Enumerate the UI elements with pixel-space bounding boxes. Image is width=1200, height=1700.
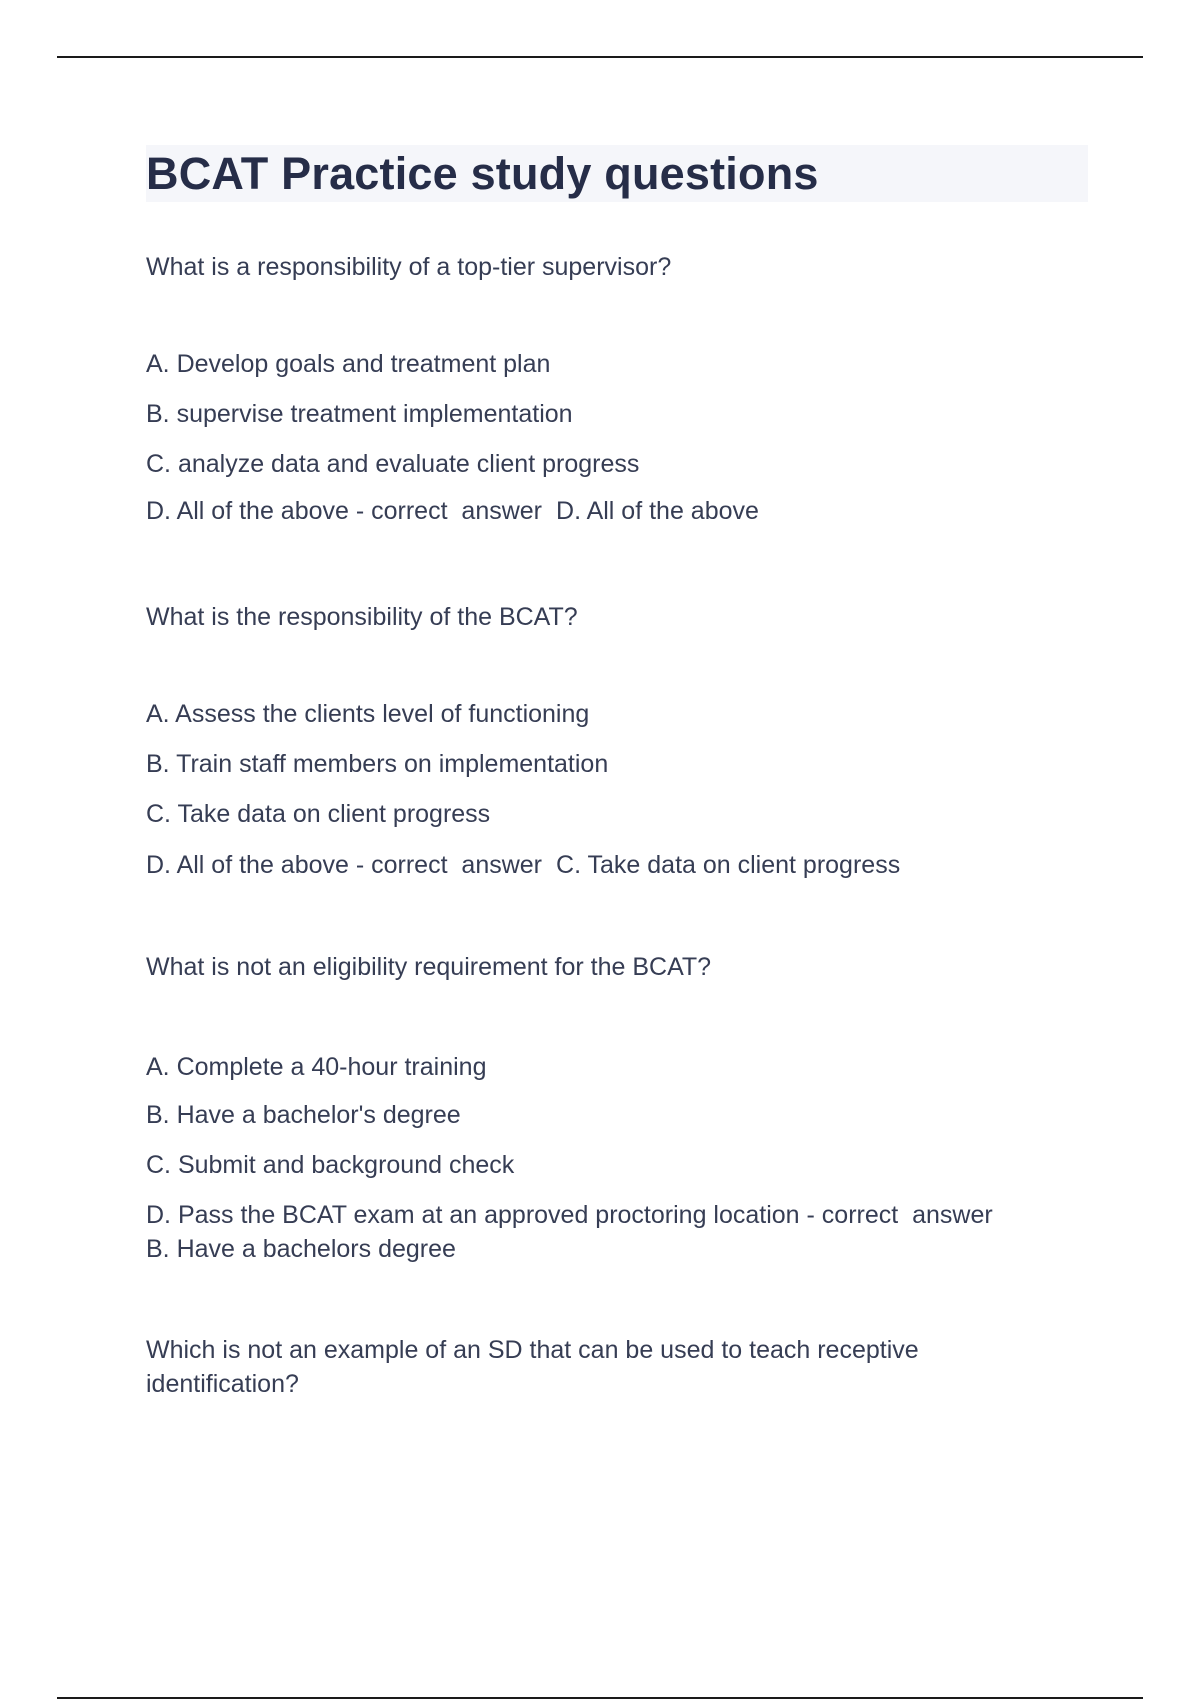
option-a: A. Complete a 40-hour training (146, 1053, 487, 1081)
question-text: What is a responsibility of a top-tier supervisor? (146, 253, 672, 281)
option-b: B. supervise treatment implementation (146, 400, 573, 428)
question-block (146, 950, 1088, 1266)
correct-answer: D. All of the above (556, 497, 759, 525)
question-block (146, 250, 1088, 528)
option-b: B. Train staff members on implementation (146, 750, 609, 778)
option-a: A. Assess the clients level of functioning (146, 700, 590, 728)
option-b: B. Have a bachelor's degree (146, 1101, 461, 1129)
question-text: Which is not an example of an SD that can be used to teach receptive identification? (146, 1336, 919, 1398)
option-d-with-answer (146, 494, 1088, 528)
bottom-rule (57, 1697, 1143, 1699)
correct-answer: C. Take data on client progress (556, 851, 901, 879)
option-list (146, 347, 1088, 528)
option-c: C. Submit and background check (146, 1151, 515, 1179)
option-d-with-answer (146, 1198, 1088, 1266)
option-list (146, 697, 1088, 882)
question-text: What is not an eligibility requirement for the BCAT? (146, 953, 712, 981)
top-rule (57, 56, 1143, 58)
option-d: D. Pass the BCAT exam at an approved proctoring location - correct answer (146, 1201, 993, 1229)
question-block (146, 600, 1088, 882)
option-d: D. All of the above - correct answer (146, 851, 543, 879)
option-d: D. All of the above - correct answer (146, 497, 543, 525)
document-title: BCAT Practice study questions (146, 148, 819, 199)
option-a: A. Develop goals and treatment plan (146, 350, 551, 378)
question-text: What is the responsibility of the BCAT? (146, 603, 578, 631)
correct-answer: B. Have a bachelors degree (146, 1235, 456, 1263)
option-c: C. analyze data and evaluate client progress (146, 450, 640, 478)
option-list (146, 1050, 1088, 1266)
option-c: C. Take data on client progress (146, 800, 491, 828)
title-band (146, 145, 1088, 202)
option-d-with-answer (146, 848, 1088, 882)
document-body (146, 145, 1088, 1398)
question-block (146, 1333, 1088, 1401)
